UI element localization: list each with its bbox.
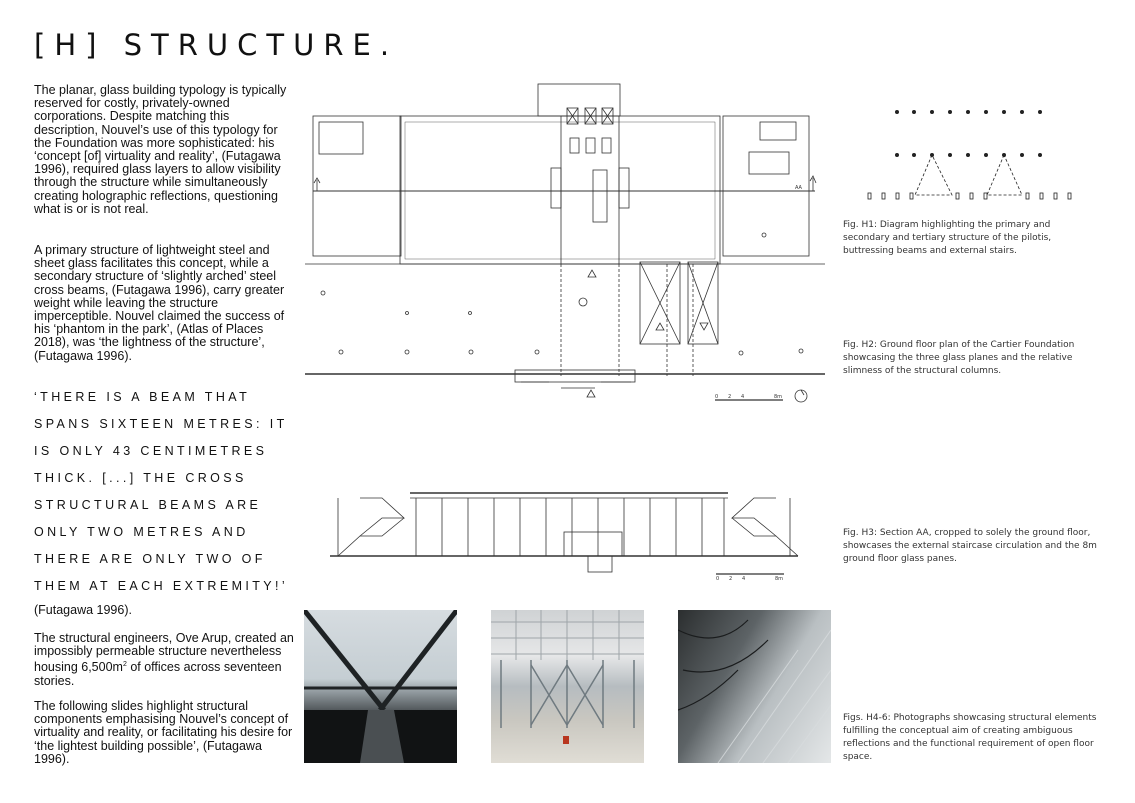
page-title: [H] STRUCTURE. (34, 28, 399, 62)
quote-line: THEM AT EACH EXTREMITY!’ (34, 579, 289, 593)
intro-paragraph: The planar, glass building typology is typically reserved for costly, privately-owned corporations. Despite matching this description, Nouvel’s use of this typology for the Foundation was more sophisticated: his ‘concept [of] virtuality and reality’, (Futagawa 1996), required glass layers to allow visibility through the structure while simultaneously creating holographic reflections, questioning what is or is not real. (34, 83, 287, 216)
ground-floor-plan (305, 80, 825, 410)
photo-h4 (304, 610, 457, 763)
caption-h4-6: Figs. H4-6: Photographs showcasing structural elements fulfilling the conceptual aim of creating ambiguous reflections and the functional requirement of open floor space. (843, 713, 1097, 762)
quote-line: ONLY TWO METRES AND (34, 525, 249, 539)
engineers-superscript: 2 (122, 661, 127, 669)
closing-paragraph: The following slides highlight structural components emphasising Nouvel’s concept of virtuality and reality, or facilitating his desire for ‘the lightest building possible’, (Futagawa 1996). (34, 699, 293, 766)
section-stair-left (338, 498, 404, 556)
section-aa-drawing (320, 488, 810, 588)
quote-line: THERE ARE ONLY TWO OF (34, 552, 266, 566)
plan-entrance-block (538, 84, 620, 116)
scale-tick: 2 (729, 576, 733, 582)
photo-h4-beams (304, 610, 457, 763)
quote-line: SPANS SIXTEEN METRES: IT (34, 417, 288, 431)
quote-line: THICK. [...] THE CROSS (34, 471, 247, 485)
scale-tick: 8m (774, 394, 783, 400)
quote-citation: (Futagawa 1996). (34, 603, 132, 617)
scale-tick: 0 (716, 576, 720, 582)
section-mark-label: AA (795, 185, 802, 191)
section-glass-panes (416, 498, 724, 556)
scale-tick: 0 (715, 394, 719, 400)
quote-line: IS ONLY 43 CENTIMETRES (34, 444, 268, 458)
scale-tick: 4 (741, 394, 745, 400)
north-arrow-icon (795, 390, 807, 402)
engineers-text-a: The structural engineers, Ove Arup, created an impossibly permeable structure nevertheless housing 6,500m (34, 631, 294, 675)
engineers-paragraph (34, 632, 296, 688)
caption-h1: Fig. H1: Diagram highlighting the primary and secondary and tertiary structure of the pilotis, buttressing beams and external stairs. (843, 220, 1052, 256)
engineers-text-b: of offices across seventeen stories. (34, 660, 282, 688)
caption-h3: Fig. H3: Section AA, cropped to solely the ground floor, showcases the external staircase circulation and the 8m ground floor glass panes. (843, 528, 1097, 564)
structure-paragraph: A primary structure of lightweight steel and sheet glass facilitates this concept, while a secondary structure of ‘slightly arched’ steel cross beams, (Futagawa 1996), carry greater weight while leaving the structure imperceptible. Nouvel claimed the success of his ‘phantom in the park’, (Atlas of Places 2018), was ‘the lightness of the structure’, (Futagawa 1996). (34, 243, 285, 363)
quote-line: STRUCTURAL BEAMS ARE (34, 498, 262, 512)
quote-line: ‘THERE IS A BEAM THAT (34, 390, 251, 404)
plan-main-floor (400, 116, 720, 264)
section-stair-right (732, 498, 798, 556)
caption-h2: Fig. H2: Ground floor plan of the Cartier Foundation showcasing the three glass planes and the relative slimness of the structural columns. (843, 340, 1075, 376)
photo-h5-interior (491, 610, 644, 763)
scale-tick: 4 (742, 576, 746, 582)
scale-tick: 2 (728, 394, 732, 400)
photo-h6 (678, 610, 831, 763)
photo-h5 (491, 610, 644, 763)
plan-columns (321, 233, 803, 355)
structure-diagram (850, 100, 1100, 210)
scale-tick: 8m (775, 576, 784, 582)
photo-h6-facade (678, 610, 831, 763)
